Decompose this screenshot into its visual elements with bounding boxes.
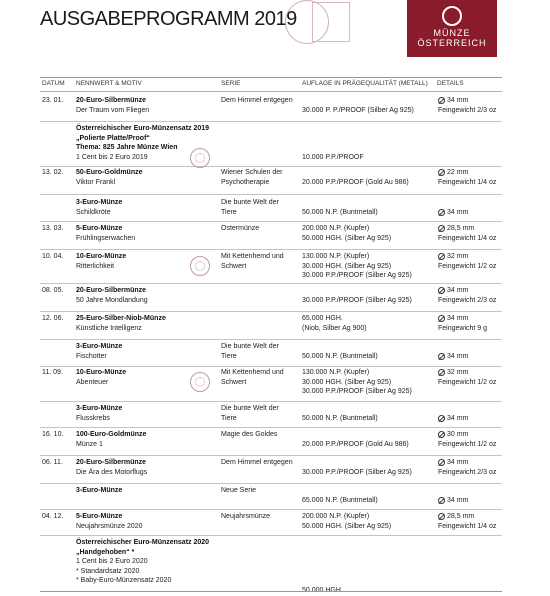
row-feingewicht: Feingewicht 2/3 oz	[438, 106, 497, 114]
row-motif: Ritterlichkeit	[76, 262, 115, 270]
row-feingewicht: Feingewicht 2/3 oz	[438, 468, 497, 476]
row-coin-name: 3-Euro-Münze	[76, 199, 123, 206]
row-feingewicht: Feingewicht 1/4 oz	[438, 178, 497, 186]
diameter-icon	[438, 353, 445, 360]
row-auflage: 30.000 P.P./PROOF (Silber Ag 925)	[302, 468, 412, 476]
row-coin-name: 5-Euro-Münze	[76, 225, 123, 232]
row-separator	[40, 339, 502, 340]
row-auflage: 50.000 HGH	[302, 586, 341, 594]
row-separator	[40, 166, 502, 167]
row-motif: 1 Cent bis 2 Euro 2019	[76, 153, 148, 161]
row-auflage: 65.000 HGH. (Niob, Silber Ag 900)	[302, 315, 367, 332]
row-coin-name: 3-Euro-Münze	[76, 343, 123, 350]
row-separator	[40, 311, 502, 312]
row-serie: Dem Himmel entgegen	[221, 459, 293, 466]
row-separator	[40, 535, 502, 536]
row-auflage: 130.000 N.P. (Kupfer) 30.000 HGH. (Silber Ag 925) 30.000 P.P./PROOF (Silber Ag 925)	[302, 369, 412, 395]
row-serie: Neujahrsmünze	[221, 513, 271, 520]
row-auflage: 200.000 N.P. (Kupfer) 50.000 HGH. (Silber Ag 925)	[302, 225, 392, 242]
row-motif: Frühlingserwachen	[76, 234, 136, 242]
row-coin-name: Österreichischer Euro-Münzensatz 2020 „Handgehoben“ *	[76, 539, 210, 556]
row-date: 11. 09.	[42, 369, 63, 376]
diameter-icon	[438, 225, 445, 232]
row-feingewicht: Feingewicht 1/4 oz	[438, 522, 497, 530]
row-diameter: 34 mm	[447, 496, 469, 504]
row-auflage: 20.000 P.P./PROOF (Gold Au 986)	[302, 440, 409, 448]
header-rule	[40, 91, 502, 92]
row-coin-name: Österreichischer Euro-Münzensatz 2019 „Polierte Platte/Proof“ Thema: 825 Jahre Münze Wien	[76, 125, 210, 151]
diameter-icon	[438, 169, 445, 176]
row-separator	[40, 401, 502, 402]
logo-line-2: ÖSTERREICH	[417, 38, 487, 48]
row-coin-name: 50-Euro-Goldmünze	[76, 169, 143, 176]
row-motif: Fischotter	[76, 352, 107, 360]
diameter-icon	[438, 315, 445, 322]
row-auflage: 130.000 N.P. (Kupfer) 30.000 HGH. (Silber Ag 925) 30.000 P.P./PROOF (Silber Ag 925)	[302, 253, 412, 279]
row-separator	[40, 483, 502, 484]
row-serie: Wiener Schulen der Psychotherapie	[221, 169, 283, 186]
row-motif: Neujahrsmünze 2020	[76, 522, 143, 530]
row-motif: Abenteuer	[76, 378, 109, 386]
diameter-icon	[438, 415, 445, 422]
row-separator	[40, 509, 502, 510]
logo-circle-icon	[442, 6, 462, 26]
row-coin-name: 20-Euro-Silbermünze	[76, 97, 147, 104]
row-serie: Ostermünze	[221, 225, 260, 232]
seal-stamp-icon	[190, 256, 210, 276]
row-separator	[40, 221, 502, 222]
muenze-oesterreich-logo	[407, 0, 497, 57]
diameter-icon	[438, 209, 445, 216]
row-motif: Flusskrebs	[76, 414, 110, 422]
row-diameter: 34 mm	[447, 315, 469, 322]
row-diameter: 34 mm	[447, 287, 469, 294]
row-separator	[40, 194, 502, 195]
row-date: 12. 06.	[42, 315, 64, 322]
row-date: 13. 02.	[42, 169, 64, 176]
logo-line-1: MÜNZE	[433, 28, 471, 38]
header-auflage: AUFLAGE IN PRÄGEQUALITÄT (METALL)	[302, 80, 428, 87]
diameter-icon	[438, 513, 445, 520]
row-coin-name: 25-Euro-Silber-Niob-Münze	[76, 315, 166, 322]
row-auflage: 50.000 N.P. (Buntmetall)	[302, 208, 378, 216]
row-diameter: 34 mm	[447, 459, 469, 466]
row-serie: Mit Kettenhemd und Schwert	[221, 369, 284, 386]
diameter-icon	[438, 97, 445, 104]
row-coin-name: 20-Euro-Silbermünze	[76, 459, 147, 466]
row-serie: Magie des Goldes	[221, 431, 278, 438]
row-auflage: 50.000 N.P. (Buntmetall)	[302, 352, 378, 360]
row-diameter: 32 mm	[447, 253, 469, 260]
row-date: 10. 04.	[42, 253, 64, 260]
row-diameter: 30 mm	[447, 431, 469, 438]
row-coin-name: 10-Euro-Münze	[76, 253, 127, 260]
row-serie: Die bunte Welt der Tiere	[221, 199, 279, 216]
row-separator	[40, 366, 502, 367]
row-date: 23. 01.	[42, 97, 64, 104]
diameter-icon	[438, 287, 445, 294]
row-date: 06. 11.	[42, 459, 63, 466]
row-feingewicht: Feingewicht 1/2 oz	[438, 378, 497, 386]
table-bottom-rule	[40, 591, 502, 592]
row-diameter: 32 mm	[447, 369, 469, 376]
row-feingewicht: Feingewicht 9 g	[438, 324, 488, 332]
table-top-rule	[40, 77, 502, 78]
row-coin-name: 5-Euro-Münze	[76, 513, 123, 520]
row-motif: Der Traum vom Fliegen	[76, 106, 150, 114]
row-motif: Künstliche Intelligenz	[76, 324, 142, 332]
row-feingewicht: Feingewicht 1/2 oz	[438, 262, 497, 270]
row-separator	[40, 283, 502, 284]
row-coin-name: 100-Euro-Goldmünze	[76, 431, 147, 438]
row-date: 04. 12.	[42, 513, 64, 520]
row-auflage: 10.000 P.P./PROOF	[302, 153, 364, 161]
row-separator	[40, 121, 502, 122]
row-motif: Münze 1	[76, 440, 103, 448]
row-separator	[40, 249, 502, 250]
row-auflage: 200.000 N.P. (Kupfer) 50.000 HGH. (Silber Ag 925)	[302, 513, 392, 530]
seal-stamp-icon	[190, 148, 210, 168]
diameter-icon	[438, 431, 445, 438]
row-auflage: 20.000 P.P./PROOF (Gold Au 986)	[302, 178, 409, 186]
row-coin-name: 20-Euro-Silbermünze	[76, 287, 147, 294]
row-motif: Viktor Frankl	[76, 178, 116, 186]
diameter-icon	[438, 253, 445, 260]
row-diameter: 28,5 mm	[447, 225, 475, 232]
diameter-icon	[438, 497, 445, 504]
row-coin-name: 10-Euro-Münze	[76, 369, 127, 376]
header-serie: SERIE	[221, 80, 241, 87]
seal-stamp-icon	[190, 372, 210, 392]
row-coin-name: 3-Euro-Münze	[76, 405, 123, 412]
row-serie: Mit Kettenhemd und Schwert	[221, 253, 284, 270]
row-auflage: 30.000 P.P./PROOF (Silber Ag 925)	[302, 296, 412, 304]
row-serie: Die bunte Welt der Tiere	[221, 343, 279, 360]
header-details: DETAILS	[437, 80, 464, 87]
row-diameter: 28,5 mm	[447, 513, 475, 520]
diameter-icon	[438, 459, 445, 466]
row-diameter: 34 mm	[447, 414, 469, 422]
page-title: AUSGABEPROGRAMM 2019	[40, 8, 297, 30]
row-feingewicht: Feingewicht 1/4 oz	[438, 234, 497, 242]
row-diameter: 34 mm	[447, 97, 469, 104]
row-auflage: 30.000 P. P./PROOF (Silber Ag 925)	[302, 106, 414, 114]
row-diameter: 22 mm	[447, 169, 469, 176]
row-motif: Schildkröte	[76, 208, 111, 216]
row-diameter: 34 mm	[447, 208, 469, 216]
row-feingewicht: Feingewicht 2/3 oz	[438, 296, 497, 304]
header-nennwert: NENNWERT & MOTIV	[76, 80, 142, 87]
row-serie: Dem Himmel entgegen	[221, 97, 293, 104]
row-motif: 50 Jahre Mondlandung	[76, 296, 148, 304]
row-motif: Die Ära des Motorflugs	[76, 468, 148, 476]
row-serie: Neue Serie	[221, 487, 257, 494]
row-date: 08. 05.	[42, 287, 64, 294]
seal-stamp-square-icon	[312, 2, 350, 42]
row-date: 16. 10.	[42, 431, 64, 438]
row-date: 13. 03.	[42, 225, 64, 232]
row-motif: 1 Cent bis 2 Euro 2020 * Standardsatz 2020 * Baby-Euro-Münzensatz 2020	[76, 558, 172, 584]
row-feingewicht: Feingewicht 1/2 oz	[438, 440, 497, 448]
diameter-icon	[438, 369, 445, 376]
row-auflage: 50.000 N.P. (Buntmetall)	[302, 414, 378, 422]
row-separator	[40, 427, 502, 428]
header-datum: DATUM	[42, 80, 65, 87]
row-separator	[40, 455, 502, 456]
row-auflage: 65.000 N.P. (Buntmetall)	[302, 496, 378, 504]
row-serie: Die bunte Welt der Tiere	[221, 405, 279, 422]
row-coin-name: 3-Euro-Münze	[76, 487, 123, 494]
row-diameter: 34 mm	[447, 352, 469, 360]
